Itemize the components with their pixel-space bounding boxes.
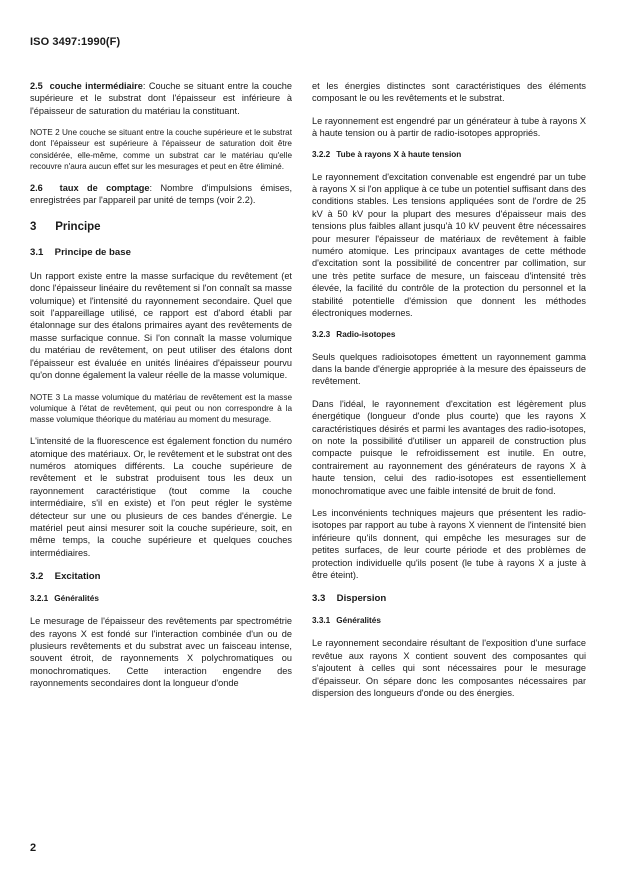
definition-number: 2.6 <box>30 183 43 194</box>
section-3-heading: 3 Principe <box>30 220 101 233</box>
note-3: NOTE 3 La masse volumique du matériau de revêtement est la masse volumique à l'état de revêtement, qui peut ou non correspondre à la masse volumique théorique du matériau au moment du mesurage. <box>30 392 292 424</box>
definition-number: 2.5 <box>30 81 43 91</box>
paragraph-3-2-1-continued: et les énergies distinctes sont caractéristiques des éléments composant le ou les revêtements et le substrat. <box>312 81 586 104</box>
paragraph-3-2-3-c: Les inconvénients techniques majeurs que présentent les radio-isotopes par rapport au tube à rayons X viennent de l'intensité bien inférieure qu'ils donnent, qui empêche les mesurages sur de petites surfaces, de leur courte période et des problèmes de protection individuelle qu'ils posent (le tube à rayons X a juste à être éteint). <box>312 507 586 580</box>
section-3-3-1-heading: 3.3.1 Généralités <box>312 616 381 626</box>
definition-text: : Nombre d'impulsions émises, enregistrées par l'appareil par unité de temps (voir 2.2). <box>30 183 292 206</box>
section-3-2-1-heading: 3.2.1 Généralités <box>30 594 99 604</box>
section-3-3-heading: 3.3 Dispersion <box>312 593 387 605</box>
definition-text: : Couche se situant entre la couche supérieure et le substrat dont l'épaisseur est inférieure à l'épaisseur de saturation du matériau la constituant. <box>30 81 293 116</box>
definition-2-5 <box>30 80 292 117</box>
paragraph-3-1-a: Un rapport existe entre la masse surfacique du revêtement (et donc l'épaisseur linéaire du revêtement si l'on connaît sa masse volumique) et l'intensité du rayonnement secondaire. Quel que soit l'appareillage utilisé, ce rapport est d'abord établi par étalonnage sur des étalons primaires ayant des revêtements de masse surfacique connue. Si l'on connaît la masse volumique du matériau de revêtement, on peut utiliser des étalons dont l'épaisseur est évaluée en unités linéaires d'épaisseur pourvu qu'on donne également la valeur réelle de la masse volumique. <box>30 270 292 381</box>
section-3-2-2-heading: 3.2.2 Tube à rayons X à haute tension <box>312 149 462 159</box>
paragraph-3-2-1: Le mesurage de l'épaisseur des revêtements par spectrométrie des rayons X est fondé sur l'interaction combinée d'un ou de plusieurs revêtements et du substrat avec un faisceau intense, souvent étroit, de rayonnements X polychromatiques ou monochromatiques. Cette interaction engendre des rayonnements secondaires dont la longueur d'onde <box>30 616 292 689</box>
paragraph-3-2-2: Le rayonnement d'excitation convenable est engendré par un tube à rayons X si l'on applique à ce tube un potentiel suffisant dans des conditions stables. Les tensions appliquées sont de l'ordre de 25 kV à 50 kV pour la plupart des mesures d'épaisseur mais des tensions plus faibles allant jusqu'à 10 kV peuvent être nécessaires pour mesurer l'épaisseur de matériaux de revêtement à faible numéro atomique. Les principaux avantages de cette méthode d'excitation sont la possibilité de concentrer par collimation, sur une très petite surface de mesure, un faisceau d'intensité très élevée, la facilité du contrôle de la protection du personnel et la stabilité potentielle d'émission que donnent les méthodes électroniques modernes. <box>312 171 586 319</box>
left-column <box>30 80 292 700</box>
paragraph-3-2-3-a: Seuls quelques radioisotopes émettent un rayonnement gamma dans la bande d'énergie appropriée à la mesure des épaisseurs de revêtement. <box>312 351 586 387</box>
section-3-2-heading: 3.2 Excitation <box>30 571 101 583</box>
definition-term: taux de comptage <box>59 183 150 194</box>
definition-term: couche intermédiaire <box>49 81 143 91</box>
standard-reference: ISO 3497:1990(F) <box>30 36 121 48</box>
page-number: 2 <box>30 842 37 854</box>
paragraph-3-3-1: Le rayonnement secondaire résultant de l'exposition d'une surface revêtue aux rayons X contient souvent des composantes qui s'ajoutent à celles qui sont nécessaires pour le mesurage d'épaisseur. On sépare donc les composantes nécessaires par dispersion des longueurs d'onde ou des énergies. <box>312 638 586 699</box>
paragraph-3-2-3-b: Dans l'idéal, le rayonnement d'excitation est légèrement plus énergétique (longueur d'onde plus courte) que les rayons X caractéristiques désirés et parmi les avantages des radio-isotopes, on note la possibilité d'utiliser un appareil de construction plus compacte puisque le refroidissement est inutile. En outre, contrairement au rayonnement des générateurs de rayons X à haute tension, celui des radio-isotopes est essentiellement monochromatique avec une faible intensité de bruit de fond. <box>312 398 586 496</box>
note-2: NOTE 2 Une couche se situant entre la couche supérieure et le substrat dont l'épaisseur est supérieure à l'épaisseur de saturation doit être considérée, elle-même, comme un substrat car le matériau qu'elle recouvre n'aura aucun effet sur les mesurages et peut en être éliminé. <box>30 128 292 171</box>
section-3-1-heading: 3.1 Principe de base <box>30 246 131 258</box>
right-column <box>312 80 586 709</box>
definition-2-6 <box>30 182 292 207</box>
paragraph-3-1-b: L'intensité de la fluorescence est également fonction du numéro atomique des matériaux. Or, le revêtement et le substrat ont des numéros atomiques différents. La couche supérieure de revêtement et le substrat produisent tous les deux un rayonnement caractéristique (tout comme la couche intermédiaire, s'il en existe) et l'on peut régler le système détecteur sur une ou plusieurs de ces bandes d'énergie. Le matériel peut ainsi mesurer soit la couche supérieure, soit, en même temps, la couche supérieure et quelques couches intermédiaires. <box>30 436 292 558</box>
paragraph-3-2-1-b: Le rayonnement est engendré par un générateur à tube à rayons X à haute tension ou à partir de radio-isotopes appropriés. <box>312 115 586 139</box>
section-3-2-3-heading: 3.2.3 Radio-isotopes <box>312 329 396 339</box>
